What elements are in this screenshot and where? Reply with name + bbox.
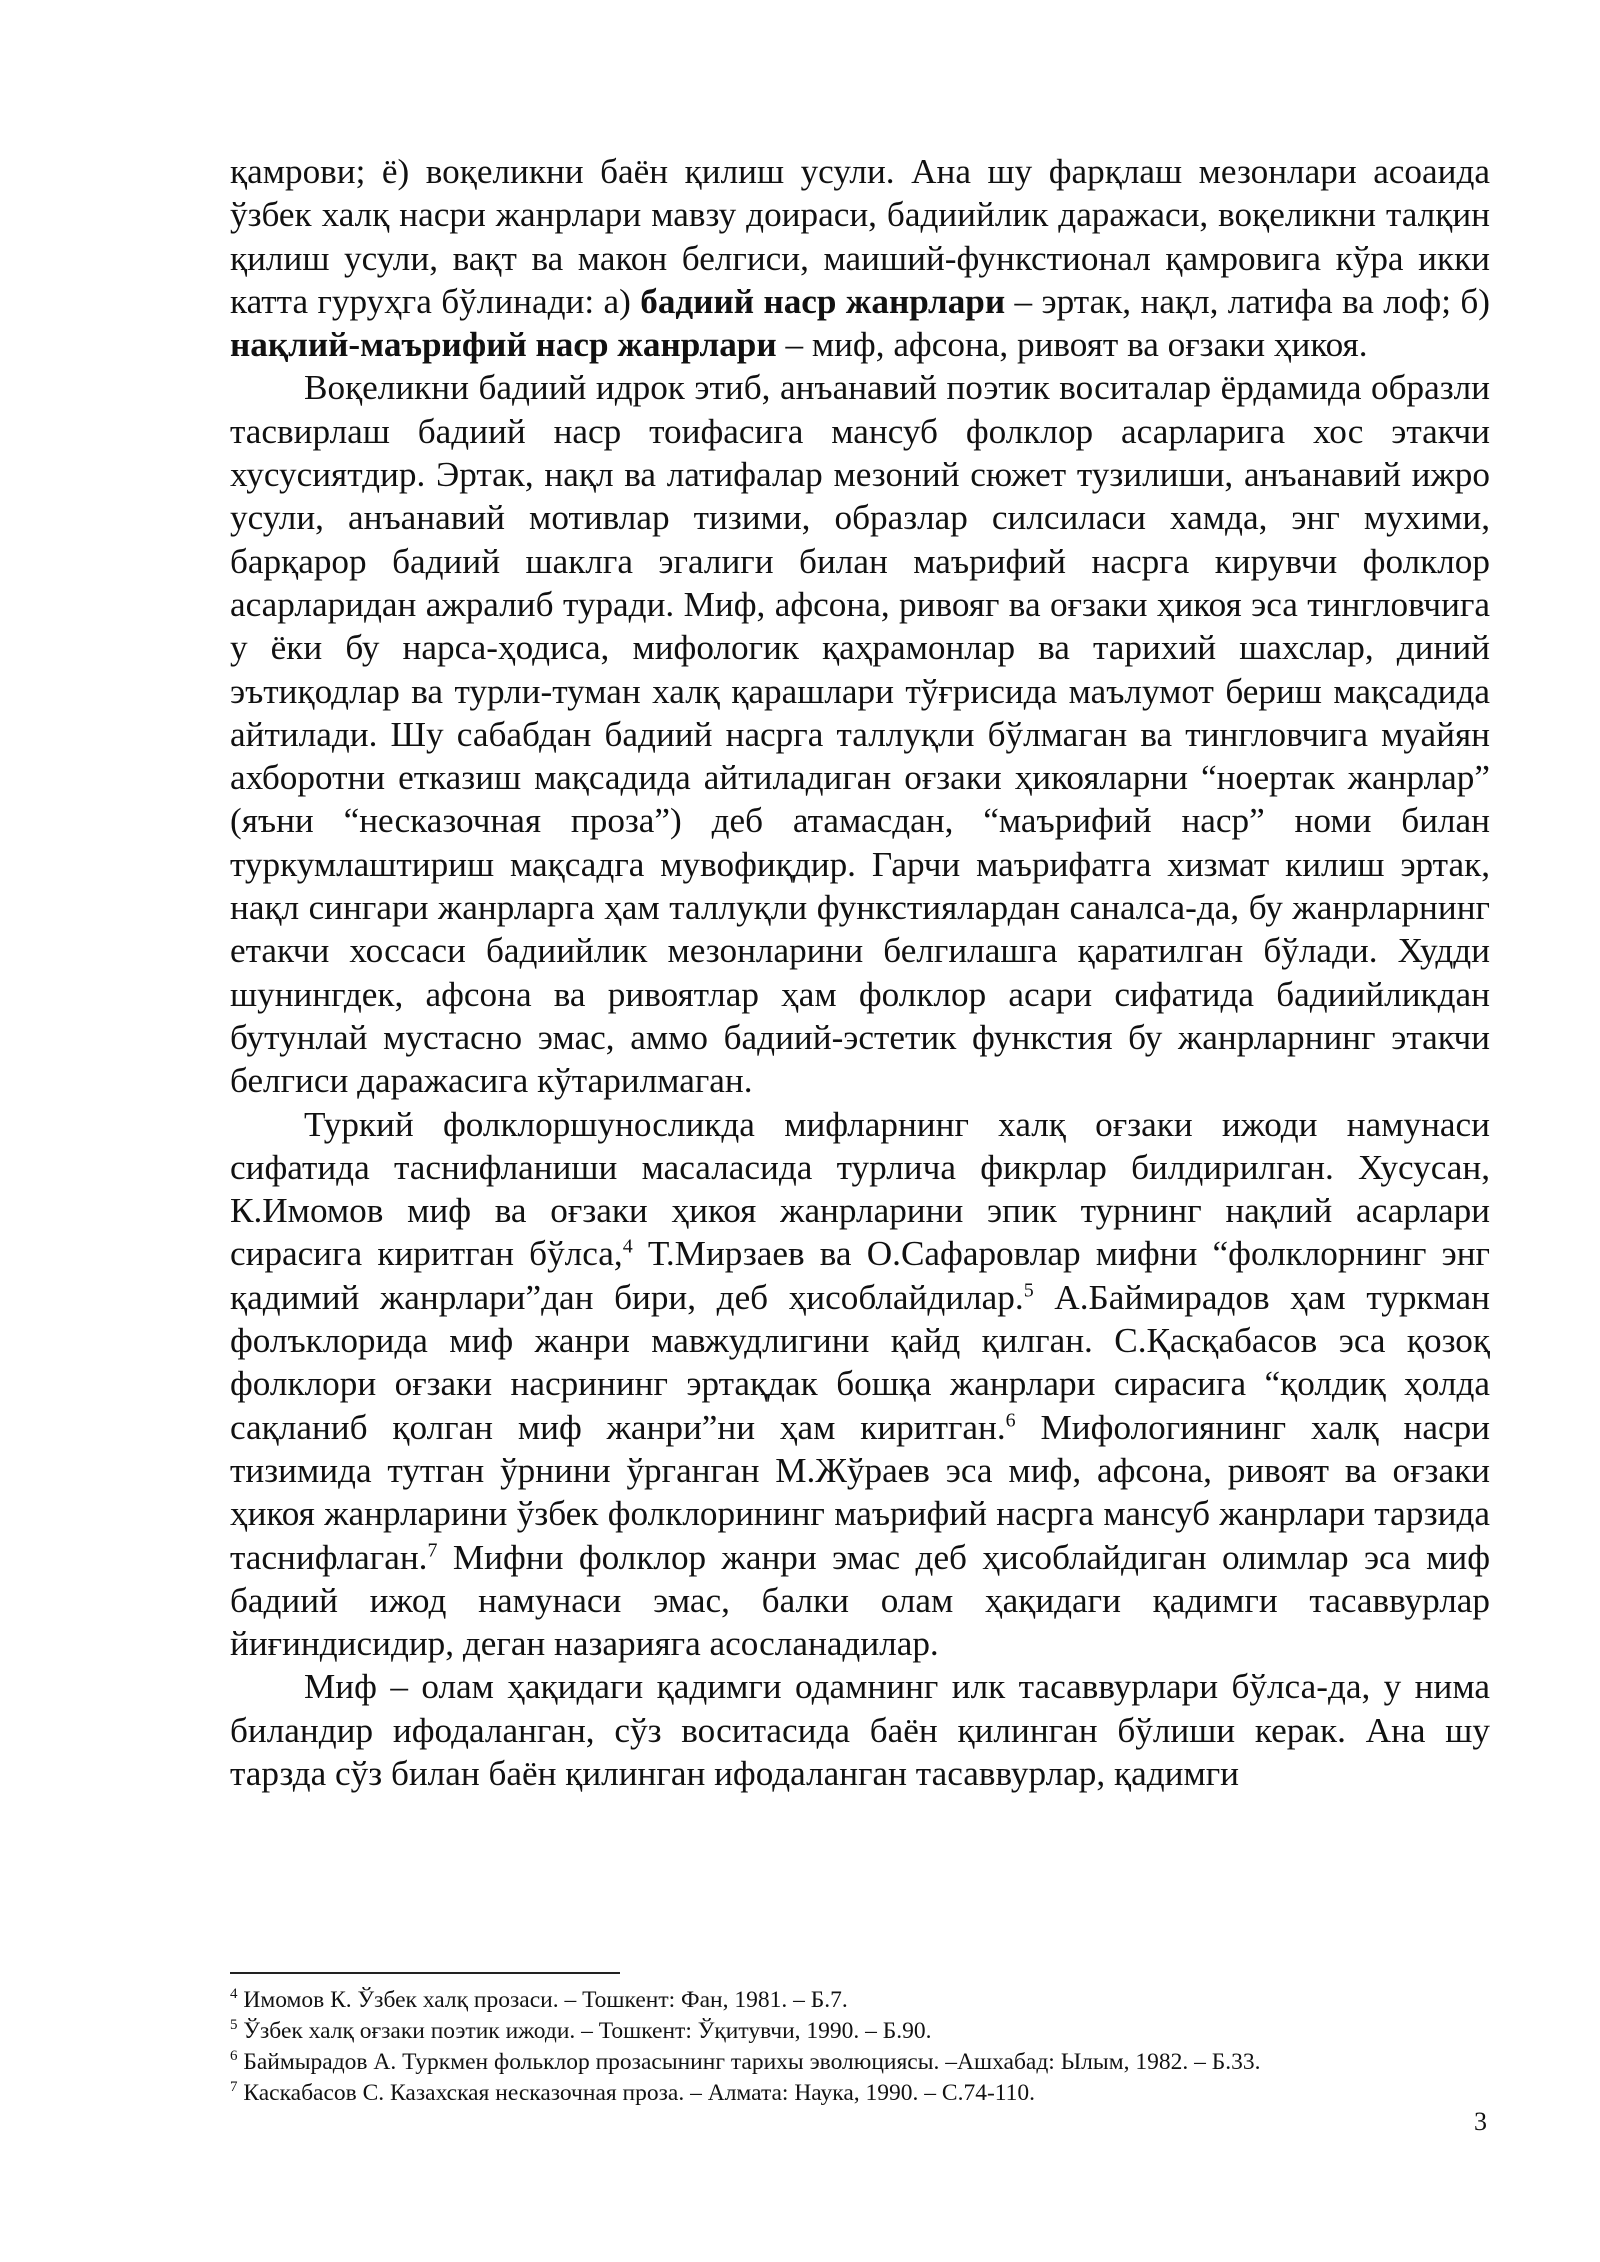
- paragraph-1-text-1: қамрови; ё) воқеликни баён қилиш усули. Ана шу фарқлаш мезонлари асоаида ўзбек халқ насри жанрлари мавзу доираси, бадиийлик даражаси, воқеликни талқин қилиш усули, вақт ва макон белгиси, маиший-функстионал қамровига кўра икки катта гуруҳга бўлинади: а): [230, 152, 1490, 321]
- paragraph-3: [230, 1103, 1490, 1666]
- footnote-7: [230, 2078, 1490, 2109]
- footnote-ref-4[interactable]: 4: [622, 1235, 633, 1258]
- paragraph-3-text-3: А.Баймирадов ҳам туркман фолъклорида миф жанри мавжудлигини қайд қилган. С.Қасқабасов эса қозоқ фолклори оғзаки насрининг эртақдак бошқа жанрлари сирасига “қолдиқ ҳолда сақланиб қолган миф жанри”ни ҳам киритган.: [230, 1277, 1490, 1447]
- term-narrative-educational-prose-genres: нақлий-маърифий наср жанрлари: [230, 325, 777, 365]
- footnote-ref-6[interactable]: 6: [1005, 1408, 1016, 1431]
- document-body: [230, 150, 1490, 1795]
- paragraph-1: [230, 150, 1490, 366]
- footnote-ref-5[interactable]: 5: [1023, 1278, 1034, 1301]
- paragraph-3-text-5: Мифни фолклор жанри эмас деб ҳисоблайдиган олимлар эса миф бадиий ижод намунаси эмас, балки олам ҳақидаги қадимги тасаввурлар йиғиндисидир, деган назарияга асосланадилар.: [230, 1537, 1490, 1664]
- paragraph-1-text-2: – эртак, нақл, латифа ва лоф; б): [1005, 281, 1490, 321]
- footnote-text: Ўзбек халқ оғзаки поэтик ижоди. – Тошкент: Ўқитувчи, 1990. – Б.90.: [237, 2018, 932, 2044]
- footnote-number: 5: [230, 2017, 238, 2034]
- paragraph-4: Миф – олам ҳақидаги қадимги одамнинг илк тасаввурлари бўлса-да, у нима биландир ифодаланган, сўз воситасида баён қилинган бўлиши керак. Ана шу тарзда сўз билан баён қилинган ифодаланган тасаввурлар, қадимги: [230, 1667, 1490, 1793]
- term-artistic-prose-genres: бадиий наср жанрлари: [640, 281, 1006, 321]
- footnote-text: Баймырадов А. Туркмен фольклор прозасынинг тарихы эволюциясы. –Ашхабад: Ылым, 1982. – Б.33.: [237, 2049, 1261, 2075]
- footnote-text: Имомов К. Ўзбек халқ прозаси. – Тошкент: Фан, 1981. – Б.7.: [237, 1987, 848, 2013]
- footnote-5: [230, 2016, 1490, 2047]
- footnote-text: Каскабасов С. Казахская несказочная проза. – Алмата: Наука, 1990. – С.74-110.: [237, 2080, 1036, 2106]
- footnote-6: [230, 2047, 1490, 2078]
- footnote-4: [230, 1985, 1490, 2016]
- footnote-number: 4: [230, 1986, 238, 2003]
- paragraph-3-text-1: Туркий фолклоршуносликда мифларнинг халқ оғзаки ижоди намунаси сифатида таснифланиши масаласида турлича фикрлар билдирилган. Хусусан, К.Имомов миф ва оғзаки ҳикоя жанрларини эпик турнинг нақлий асарлари сирасига киритган бўлса,: [230, 1104, 1490, 1274]
- paragraph-3-text-2: Т.Мирзаев ва О.Сафаровлар мифни “фолклорнинг энг қадимий жанрлари”дан бири, деб ҳисоблайдилар.: [230, 1234, 1490, 1317]
- footnotes: [230, 1985, 1490, 2109]
- paragraph-3-text-4: Мифологиянинг халқ насри тизимида тутган ўрнини ўрганган М.Жўраев эса миф, афсона, ривоят ва оғзаки ҳикоя жанрларини ўзбек фолклорининг маърифий насрга мансуб жанрлари тарзида таснифлаган.: [230, 1407, 1490, 1577]
- footnote-divider: [230, 1972, 620, 1974]
- paragraph-2: Воқеликни бадиий идрок этиб, анъанавий поэтик воситалар ёрдамида образли тасвирлаш бадиий наср тоифасига мансуб фолклор асарларига хос этакчи хусусиятдир. Эртак, нақл ва латифалар мезоний сюжет тузилиши, анъанавий ижро усули, анъанавий мотивлар тизими, образлар силсиласи хамда, энг мухими, барқарор бадиий шаклга эгалиги билан маърифий насрга кирувчи фолклор асарларидан ажралиб туради. Миф, афсона, ривояг ва оғзаки ҳикоя эса тингловчига у ёки бу нарса-ҳодиса, мифологик қаҳрамонлар ва тарихий шахслар, диний эътиқодлар ва турли-туман халқ қарашлари тўғрисида маълумот бериш мақсадида айтилади. Шу сабабдан бадиий насрга таллуқли бўлмаган ва тингловчига муайян ахборотни етказиш мақсадида айтиладиган оғзаки ҳикояларни “ноертак жанрлар” (яъни “несказочная проза”) деб атамасдан, “маърифий наср” номи билан туркумлаштириш мақсадга мувофиқдир. Гарчи маърифатга хизмат килиш эртак, нақл сингари жанрларга ҳам таллуқли функстиялардан саналса-да, бу жанрларнинг етакчи хоссаси бадиийлик мезонларини белгилашга қаратилган бўлади. Худди шунингдек, афсона ва ривоятлар ҳам фолклор асари сифатида бадиийликдан бутунлай мустасно эмас, аммо бадиий-эстетик функстия бу жанрларнинг этакчи белгиси даражасига кўтарилмаган.: [230, 368, 1490, 1101]
- footnote-number: 7: [230, 2079, 238, 2096]
- page-number: 3: [1474, 2107, 1487, 2136]
- paragraph-1-text-3: – миф, афсона, ривоят ва оғзаки ҳикоя.: [776, 325, 1368, 365]
- footnote-number: 6: [230, 2048, 238, 2065]
- footnote-ref-7[interactable]: 7: [427, 1538, 438, 1561]
